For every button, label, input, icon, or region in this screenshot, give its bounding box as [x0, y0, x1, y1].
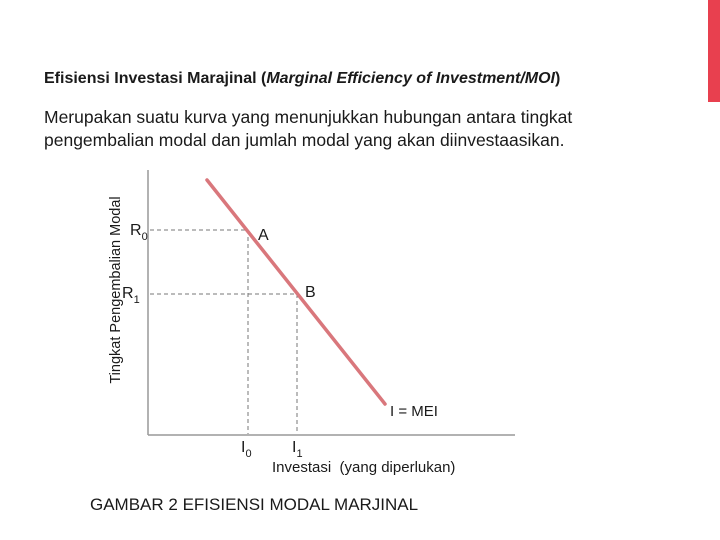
point-b-label: B	[305, 284, 316, 301]
r0-label	[130, 222, 148, 243]
r0-subscript: 0	[141, 231, 148, 243]
curve-label: I = MEI	[390, 403, 438, 420]
r0-letter: R	[130, 222, 142, 239]
heading-suffix: )	[554, 70, 561, 87]
heading-prefix: Efisiensi Investasi Marajinal (	[44, 70, 267, 87]
i1-subscript: 1	[296, 448, 303, 460]
r1-subscript: 1	[133, 294, 140, 306]
mei-curve	[207, 180, 385, 404]
description-line-1: Merupakan suatu kurva yang menunjukkan hubungan antara tingkat	[44, 107, 573, 127]
i0-subscript: 0	[245, 448, 252, 460]
point-a-label: A	[258, 227, 269, 244]
r1-letter: R	[122, 285, 134, 302]
description-line-2: pengembalian modal dan jumlah modal yang akan diinvestaasikan.	[44, 130, 565, 150]
x-axis-label: Investasi (yang diperlukan)	[272, 459, 456, 476]
figure-caption: GAMBAR 2 EFISIENSI MODAL MARJINAL	[90, 495, 419, 514]
i0-label	[241, 439, 252, 460]
y-axis-label: Tingkat Pengembalian Modal	[108, 196, 124, 384]
heading-italic: Marginal Efficiency of Investment/MOI	[266, 70, 555, 87]
i1-label	[292, 439, 303, 460]
r1-label	[122, 285, 140, 306]
i1-letter: I	[292, 439, 297, 456]
i0-letter: I	[241, 439, 246, 456]
